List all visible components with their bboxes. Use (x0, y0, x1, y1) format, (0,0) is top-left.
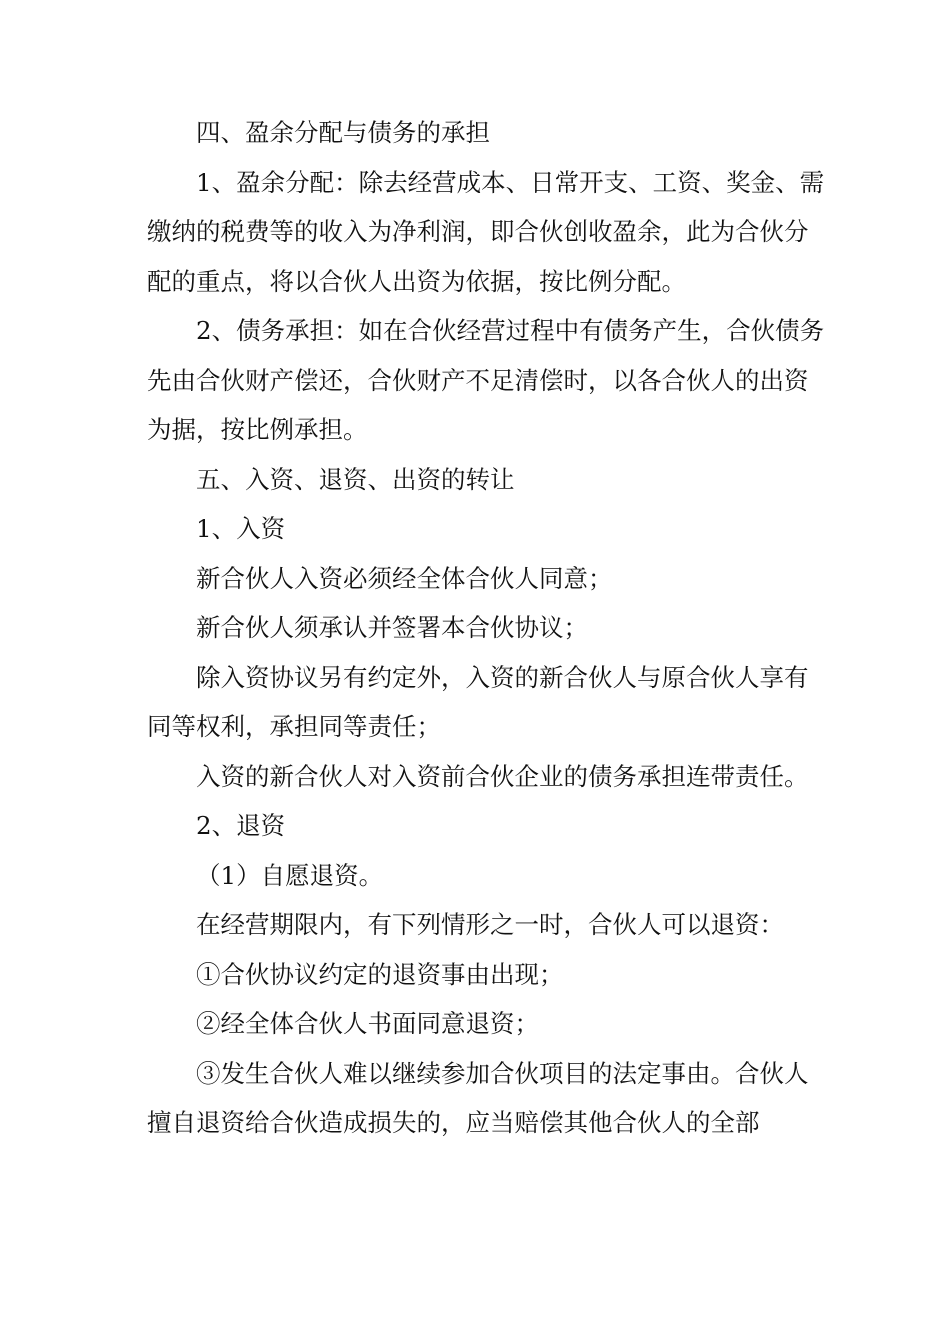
subheading-capital-entry: 1、入资 (196, 514, 286, 543)
paragraph-debt-bearing: 2、债务承担：如在合伙经营过程中有债务产生，合伙债务先由合伙财产偿还，合伙财产不足清偿时，以各合伙人的出资为据，按比例承担。 (147, 316, 825, 444)
paragraph-profit-distribution: 1、盈余分配：除去经营成本、日常开支、工资、奖金、需缴纳的税费等的收入为净利润，即合伙创收盈余，此为合伙分配的重点，将以合伙人出资为依据，按比例分配。 (147, 167, 825, 296)
paragraph-entry-liability: 入资的新合伙人对入资前合伙企业的债务承担连带责任。 (196, 761, 809, 791)
paragraph-entry-sign: 新合伙人须承认并签署本合伙协议； (196, 613, 588, 642)
document-body (147, 108, 827, 1148)
list-item-2: ②经全体合伙人书面同意退资； (196, 1009, 539, 1038)
paragraph-withdrawal-conditions: 在经营期限内，有下列情形之一时，合伙人可以退资： (196, 910, 784, 939)
section-heading-5: 五、入资、退资、出资的转让 (196, 464, 515, 494)
list-item-1: ①合伙协议约定的退资事由出现； (196, 959, 564, 989)
list-item-3: ③发生合伙人难以继续参加合伙项目的法定事由。合伙人擅自退资给合伙造成损失的，应当赔偿其他合伙人的全部 (147, 1058, 809, 1137)
paragraph-entry-rights: 除入资协议另有约定外，入资的新合伙人与原合伙人享有同等权利，承担同等责任； (147, 662, 809, 741)
paragraph-voluntary-withdrawal: （1）自愿退资。 (196, 860, 384, 890)
paragraph-entry-consent: 新合伙人入资必须经全体合伙人同意； (196, 563, 613, 593)
section-heading-4: 四、盈余分配与债务的承担 (196, 118, 490, 147)
subheading-capital-withdrawal: 2、退资 (196, 811, 286, 840)
